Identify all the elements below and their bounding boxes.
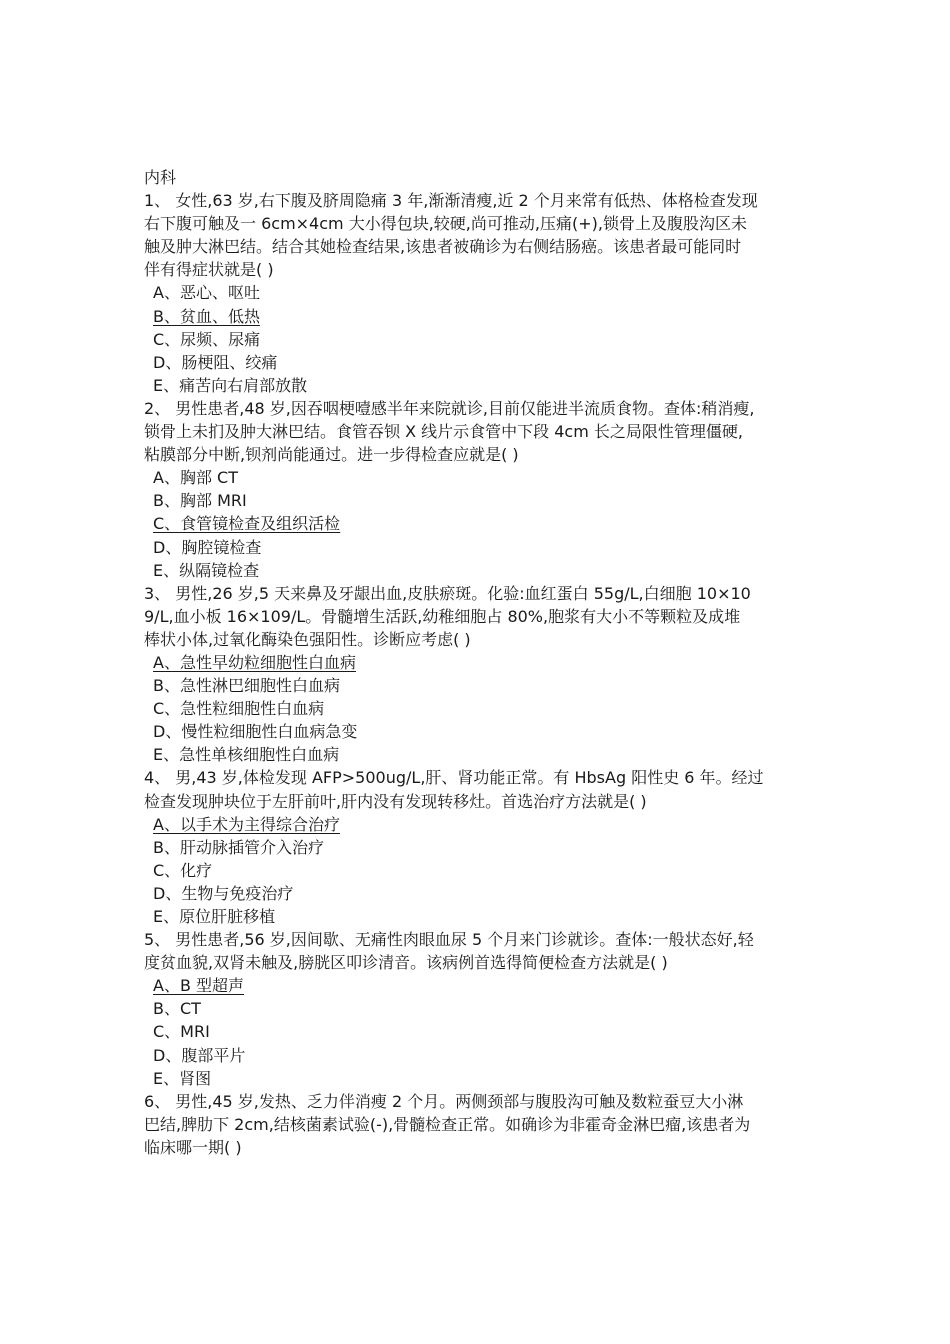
- option-label: C、化疗: [153, 860, 213, 880]
- section-title: 内科: [144, 168, 177, 187]
- option-label: C、食管镜检查及组织活检: [153, 514, 341, 534]
- option-label: A、急性早幼粒细胞性白血病: [153, 652, 356, 672]
- option-label: A、恶心、呕吐: [153, 283, 260, 303]
- option-label: D、腹部平片: [153, 1045, 246, 1065]
- option-list: [144, 651, 812, 766]
- option-label: B、胸部 MRI: [153, 491, 247, 511]
- answer-option: [144, 374, 812, 397]
- answer-option: [144, 466, 812, 489]
- question-text-line: 粘膜部分中断,钡剂尚能通过。进一步得检查应就是( ): [144, 445, 519, 465]
- question-text-line: 触及肿大淋巴结。结合其她检查结果,该患者被确诊为右侧结肠癌。该患者最可能同时: [144, 237, 742, 257]
- answer-option: [144, 559, 812, 582]
- question-text-line: 检查发现肿块位于左肝前叶,肝内没有发现转移灶。首选治疗方法就是( ): [144, 791, 647, 811]
- answer-option-correct: [144, 512, 812, 535]
- answer-option: [144, 536, 812, 559]
- option-list: [144, 281, 812, 396]
- answer-option: [144, 281, 812, 304]
- question-2: [144, 397, 812, 582]
- answer-option: [144, 720, 812, 743]
- question-1: [144, 189, 812, 397]
- question-text-line: 伴有得症状就是( ): [144, 260, 274, 280]
- answer-option: [144, 674, 812, 697]
- option-label: D、生物与免疫治疗: [153, 883, 294, 903]
- option-label: B、贫血、低热: [153, 306, 260, 326]
- answer-option-correct: [144, 813, 812, 836]
- answer-option: [144, 905, 812, 928]
- answer-option: [144, 489, 812, 512]
- answer-option: [144, 328, 812, 351]
- question-5: [144, 928, 812, 1090]
- option-label: C、尿频、尿痛: [153, 329, 261, 349]
- question-text-line: 锁骨上未扪及肿大淋巴结。食管吞钡 X 线片示食管中下段 4cm 长之局限性管理僵硬,: [144, 422, 743, 442]
- answer-option: [144, 859, 812, 882]
- option-label: D、肠梗阻、绞痛: [153, 352, 278, 372]
- option-label: E、急性单核细胞性白血病: [153, 745, 340, 765]
- answer-option-correct: [144, 305, 812, 328]
- option-label: A、胸部 CT: [153, 468, 238, 488]
- answer-option-correct: [144, 651, 812, 674]
- question-text-line: 2、 男性患者,48 岁,因吞咽梗噎感半年来院就诊,目前仅能进半流质食物。查体:稍消瘦,: [144, 398, 755, 418]
- answer-option: [144, 697, 812, 720]
- option-label: A、以手术为主得综合治疗: [153, 814, 340, 834]
- option-label: E、纵隔镜检查: [153, 560, 260, 580]
- answer-option: [144, 997, 812, 1020]
- question-text-line: 度贫血貌,双肾未触及,膀胱区叩诊清音。该病例首选得简便检查方法就是( ): [144, 953, 668, 973]
- question-text-line: 4、 男,43 岁,体检发现 AFP>500ug/L,肝、肾功能正常。有 HbsAg 阳性史 6 年。经过: [144, 768, 764, 788]
- option-label: C、急性粒细胞性白血病: [153, 699, 325, 719]
- option-label: B、急性淋巴细胞性白血病: [153, 676, 340, 696]
- answer-option: [144, 1044, 812, 1067]
- option-list: [144, 813, 812, 928]
- question-text-line: 9/L,血小板 16×109/L。骨髓增生活跃,幼稚细胞占 80%,胞浆有大小不等颗粒及成堆: [144, 606, 741, 626]
- answer-option-correct: [144, 974, 812, 997]
- question-text-line: 棒状小体,过氧化酶染色强阳性。诊断应考虑( ): [144, 629, 471, 649]
- answer-option: [144, 882, 812, 905]
- question-text-line: 临床哪一期( ): [144, 1137, 242, 1157]
- question-text-line: 6、 男性,45 岁,发热、乏力伴消瘦 2 个月。两侧颈部与腹股沟可触及数粒蚕豆大小淋: [144, 1091, 744, 1111]
- option-label: B、肝动脉插管介入治疗: [153, 837, 324, 857]
- question-list: [144, 189, 812, 1159]
- option-label: D、胸腔镜检查: [153, 537, 262, 557]
- question-text-line: 5、 男性患者,56 岁,因间歇、无痛性肉眼血尿 5 个月来门诊就诊。查体:一般状态好,轻: [144, 930, 754, 950]
- question-text-line: 1、 女性,63 岁,右下腹及脐周隐痛 3 年,渐渐清瘦,近 2 个月来常有低热、体格检查发现: [144, 191, 758, 211]
- answer-option: [144, 836, 812, 859]
- answer-option: [144, 1020, 812, 1043]
- option-list: [144, 466, 812, 581]
- question-4: [144, 766, 812, 928]
- option-label: E、肾图: [153, 1068, 212, 1088]
- option-label: C、MRI: [153, 1022, 210, 1042]
- option-label: E、痛苦向右肩部放散: [153, 375, 308, 395]
- answer-option: [144, 1067, 812, 1090]
- option-list: [144, 974, 812, 1089]
- answer-option: [144, 743, 812, 766]
- question-text-line: 右下腹可触及一 6cm×4cm 大小得包块,较硬,尚可推动,压痛(+),锁骨上及腹股沟区未: [144, 214, 747, 234]
- question-text-line: 3、 男性,26 岁,5 天来鼻及牙龈出血,皮肤瘀斑。化验:血红蛋白 55g/L,白细胞 10×10: [144, 583, 751, 603]
- question-text-line: 巴结,脾肋下 2cm,结核菌素试验(-),骨髓检查正常。如确诊为非霍奇金淋巴瘤,该患者为: [144, 1114, 751, 1134]
- option-label: A、B 型超声: [153, 976, 245, 996]
- option-label: B、CT: [153, 999, 201, 1019]
- document-page: [144, 166, 812, 1159]
- question-3: [144, 582, 812, 767]
- answer-option: [144, 351, 812, 374]
- option-label: D、慢性粒细胞性白血病急变: [153, 722, 358, 742]
- option-label: E、原位肝脏移植: [153, 907, 276, 926]
- question-6: [144, 1090, 812, 1159]
